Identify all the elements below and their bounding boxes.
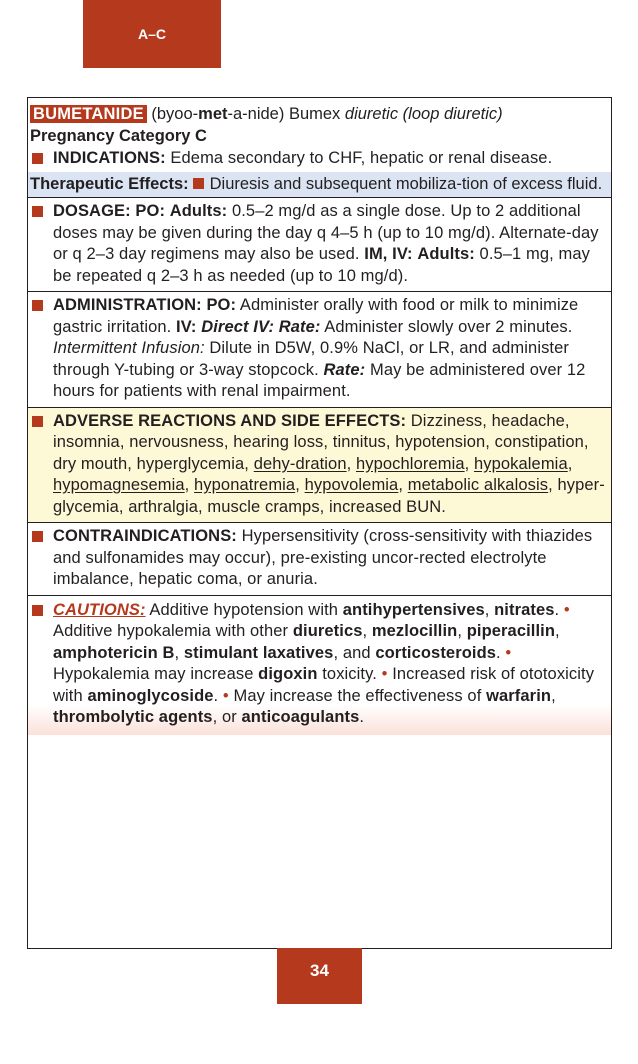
adverse-term: hypokalemia: [473, 454, 568, 473]
adverse-term: hypomagnesemia: [53, 476, 185, 494]
square-bullet-icon: [32, 531, 43, 542]
section-tab-label: A–C: [137, 26, 166, 42]
administration-label: ADMINISTRATION:: [53, 296, 202, 314]
dosage-route-po: PO:: [135, 202, 166, 220]
adverse-term: dehy-dration: [253, 454, 347, 473]
contraindications-text: Hypersensitivity (cross-sensitivity with thiazides and sulfonamides may occur), pre-existing uncor-rected electrolyte imbalance, hepatic coma, or anuria.: [53, 527, 593, 588]
indications-text: Edema secondary to CHF, hepatic or renal disease.: [170, 149, 553, 167]
adverse-text: Dizziness, headache, insomnia, nervousness, hearing loss, tinnitus, hypotension, constipation, dry mouth, hyperglycemia,: [53, 411, 589, 473]
bullet-dot-icon: •: [222, 686, 229, 705]
therapeutic-text: Diuresis and subsequent mobiliza-tion of excess fluid.: [209, 174, 603, 193]
pronunciation: (byoo-met-a-nide): [151, 105, 285, 123]
bullet-dot-icon: •: [381, 665, 388, 683]
indications-label: INDICATIONS:: [53, 149, 166, 167]
bullet-dot-icon: •: [505, 643, 512, 662]
drug-class: diuretic (loop diuretic): [344, 105, 503, 123]
adverse-term: metabolic alkalosis: [407, 476, 549, 494]
adverse-label: ADVERSE REACTIONS AND SIDE EFFECTS:: [53, 411, 407, 430]
administration-text-rate: May be administered over 12 hours for patients with renal impairment.: [53, 360, 586, 400]
administration-intermittent: Intermittent Infusion:: [53, 339, 205, 357]
dosage-text-imiv: 0.5–1 mg, may be repeated q 2–3 h as needed (up to 10 mg/d).: [53, 245, 590, 285]
drug-card: [27, 97, 612, 949]
page-number: 34: [277, 948, 362, 1004]
square-bullet-icon: [32, 416, 43, 427]
dosage-text-po: 0.5–2 mg/d as a single dose. Up to 2 additional doses may be given during the day q 4–5 h (up to 10 mg/d). Alternate-day or q 2–3 day regimens may also be used.: [53, 202, 599, 263]
indications-section: [28, 148, 611, 172]
adverse-term: hypovolemia: [304, 476, 399, 494]
adverse-term: hypochloremia: [356, 454, 465, 473]
square-bullet-icon: [32, 206, 43, 217]
dosage-adults-label: Adults:: [169, 202, 228, 220]
administration-rate: Rate:: [323, 360, 366, 379]
brand-name: Bumex: [288, 105, 341, 123]
therapeutic-label: Therapeutic Effects:: [30, 174, 189, 193]
cautions-section: CAUTIONS: Additive hypotension with antihypertensives, nitrates. • Additive hypokalemia with other diuretics, mezlocillin, piperacillin, amphotericin B, stimulant laxatives, and corticosteroids. • Hypokalemia may increase digoxin toxicity. • Increased risk of ototoxicity with aminoglycoside. • May increase the effectiveness of warfarin, thrombolytic agents, or anticoagulants.: [28, 595, 611, 735]
dosage-route-imiv: IM, IV:: [364, 245, 413, 263]
dosage-section: [28, 197, 611, 291]
adverse-reactions-section: ADVERSE REACTIONS AND SIDE EFFECTS: Dizziness, headache, insomnia, nervousness, hearing loss, tinnitus, hypotension, constipation, dry mouth, hyperglycemia, dehy-dration, hypochloremia, hypokalemia, hypomagnesemia, hyponatremia, hypovolemia, metabolic alkalosis, hyper-glycemia, arthralgia, muscle cramps, increased BUN.: [28, 407, 611, 523]
contraindications-label: CONTRAINDICATIONS:: [53, 527, 237, 545]
contraindications-section: [28, 522, 611, 595]
administration-direct-rate: Direct IV: Rate:: [201, 317, 321, 336]
adverse-term: hyponatremia: [194, 476, 296, 494]
cautions-label: CAUTIONS:: [53, 600, 146, 619]
square-bullet-icon: [32, 153, 43, 164]
bullet-dot-icon: •: [563, 600, 570, 619]
administration-text-direct: Administer slowly over 2 minutes.: [324, 317, 573, 336]
dosage-label: DOSAGE:: [53, 202, 131, 220]
square-bullet-icon: [32, 300, 43, 311]
adverse-text: hyper-glycemia, arthralgia, muscle cramps, increased BUN.: [53, 476, 605, 516]
pregnancy-category: Pregnancy Category C: [30, 127, 207, 145]
administration-route-po: PO:: [206, 296, 237, 314]
drug-header: [28, 98, 611, 125]
therapeutic-effects-section: [28, 172, 611, 198]
square-bullet-icon: [193, 178, 204, 189]
dosage-adults-label: Adults:: [417, 245, 475, 263]
administration-text-po: Administer orally with food or milk to minimize gastric irritation.: [53, 296, 579, 336]
square-bullet-icon: [32, 605, 43, 616]
administration-section: [28, 291, 611, 407]
section-tab: [83, 0, 221, 68]
administration-text-intermittent: Dilute in D5W, 0.9% NaCl, or LR, and administer through Y-tubing or 3-way stopcock.: [53, 339, 569, 379]
administration-route-iv: IV:: [176, 317, 197, 336]
drug-name: BUMETANIDE: [30, 105, 147, 123]
